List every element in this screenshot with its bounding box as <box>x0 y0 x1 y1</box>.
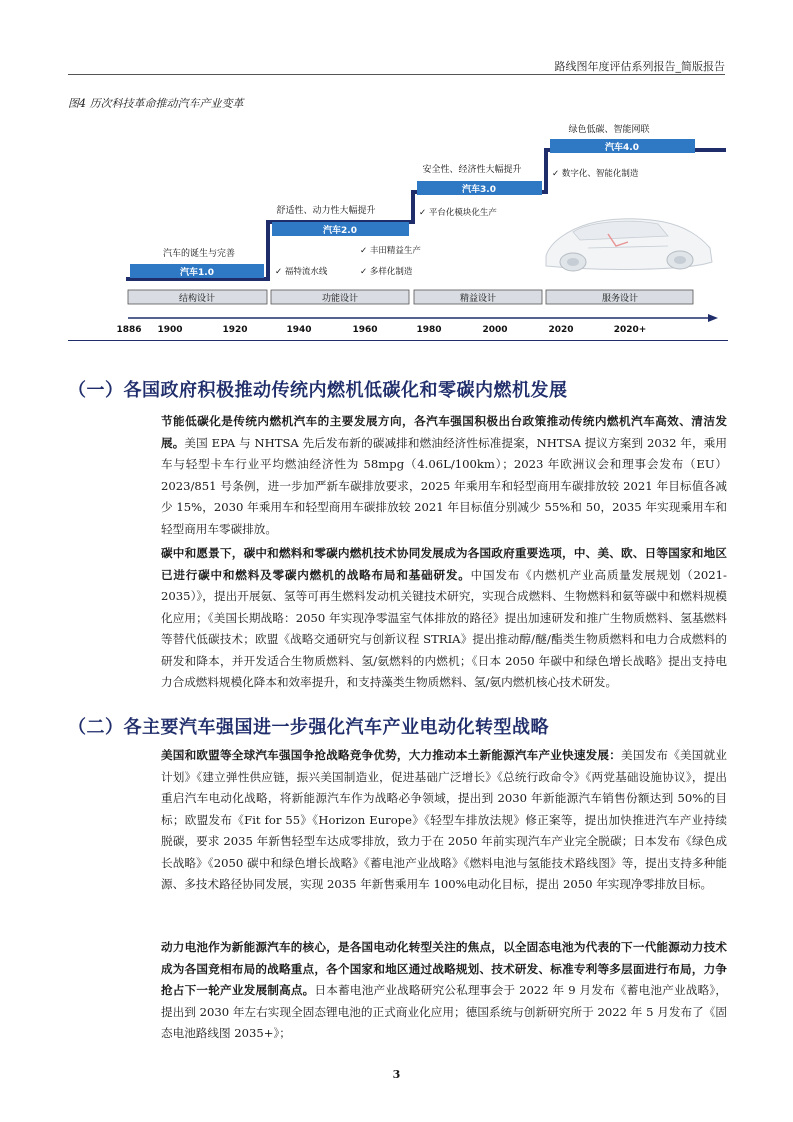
car-illustration <box>546 219 712 271</box>
evolution-figure <box>68 114 728 340</box>
section-1-para-1-lead: 节能低碳化是传统内燃机汽车的主要发展方向，各汽车强国积极出台政策推动传统内燃机汽车高效、清洁发展。 <box>161 414 727 450</box>
stage-heading-2: 舒适性、动力性大幅提升 <box>276 206 376 216</box>
check-toyota: ✓ 丰田精益生产 <box>360 246 421 256</box>
running-header: 路线图年度评估系列报告_简版报告 <box>554 60 725 73</box>
figure-bottom-rule <box>68 340 728 341</box>
section-1-title: （一）各国政府积极推动传统内燃机低碳化和零碳内燃机发展 <box>68 380 568 401</box>
year-1960: 1960 <box>352 325 378 335</box>
year-2000: 2000 <box>482 325 508 335</box>
stage-heading-1: 汽车的诞生与完善 <box>162 249 236 259</box>
stage-heading-4: 绿色低碳、智能网联 <box>568 125 650 135</box>
check-platform: ✓ 平台化模块化生产 <box>419 208 497 218</box>
section-2-para-2-lead: 动力电池作为新能源汽车的核心，是各国电动化转型关注的焦点，以全固态电池为代表的下一代能源动力技术成为各国竞相布局的战略重点，各个国家和地区通过战略规划、技术研发、标准专利等多层面进行布局，力争抢占下一轮产业发展制高点。 <box>161 940 727 997</box>
section-1-para-2-body: 中国发布《内燃机产业高质量发展规划（2021-2035）》，提出开展氨、氢等可再生燃料发动机关键技术研究，实现合成燃料、生物燃料和氨等碳中和燃料规模化应用；《美国长期战略：2050 年实现净零温室气体排放的路径》提出加速研发和推广生物质燃料、氢基燃料等替代低碳技术；欧盟《战略交通研究与创新议程 STRIA》提出推动醇/醚/酯类生物质燃料和电力合成燃料的研发和降本，并开发适合生物质燃料、氢/氨燃料的内燃机；《日本 2050 年碳中和绿色增长战略》提出支持电力合成燃料规模化降本和效率提升，和支持藻类生物质燃料、氢/氨内燃机核心技术研发。 <box>161 567 727 689</box>
section-2-para-2 <box>161 937 727 1045</box>
section-2-para-1 <box>161 745 727 896</box>
stage-badge-4: 汽车4.0 <box>605 143 639 153</box>
section-2-para-2-body: 日本蓄电池产业战略研究公私理事会于 2022 年 9 月发布《蓄电池产业战略》，提出到 2030 年左右实现全固态锂电池的正式商业化应用；德国系统与创新研究所于 2022 年 5 月发布了《固态电池路线图 2035+》； <box>161 983 727 1040</box>
header-rule <box>68 74 725 75</box>
section-2-para-1-body: 美国发布《美国就业计划》《建立弹性供应链，振兴美国制造业，促进基础广泛增长》《总统行政命令》《两党基础设施协议》，提出重启汽车电动化战略，将新能源汽车作为战略必争领域，提出到 2030 年新能源汽车销售份额达到 50%的目标；欧盟发布《Fit for 55》《Horizon Europe》《轻型车排放法规》修正案等，提出加快推进汽车产业持续脱碳，要求 2035 年新售轻型车达成零排放，致力于在 2050 年前实现汽车产业完全脱碳；日本发布《绿色成长战略》《2050 碳中和绿色增长战略》《蓄电池产业战略》《燃料电池与氢能技术路线图》等，提出支持多种能源、多技术路径协同发展，实现 2035 年新售乘用车 100%电动化目标，提出 2050 年实现净零排放目标。 <box>161 748 727 891</box>
page-number: 3 <box>392 1068 401 1081</box>
band-label-service: 服务设计 <box>601 294 639 304</box>
year-1900: 1900 <box>157 325 183 335</box>
year-1920: 1920 <box>222 325 248 335</box>
band-label-structure: 结构设计 <box>178 294 216 304</box>
section-1-para-1-body: 美国 EPA 与 NHTSA 先后发布新的碳减排和燃油经济性标准提案，NHTSA 提议方案到 2032 年，乘用车与轻型卡车行业平均燃油经济性为 58mpg（4.06L/100km）；2023 年欧洲议会和理事会发布（EU）2023/851 号条例，进一步加严新车碳排放要求，2025 年乘用车和轻型商用车碳排放较 2021 年目标值各减少 15%，2030 年乘用车和轻型商用车碳排放较 2021 年目标值分别减少 55%和 50，2035 年实现乘用车和轻型商用车零碳排放。 <box>161 435 727 536</box>
band-label-function: 功能设计 <box>321 294 359 304</box>
check-diverse: ✓ 多样化制造 <box>360 267 413 277</box>
section-1-para-2 <box>161 543 727 694</box>
year-2020-plus: 2020+ <box>613 325 647 335</box>
year-1980: 1980 <box>416 325 442 335</box>
stage-heading-3: 安全性、经济性大幅提升 <box>422 165 522 175</box>
band-label-lean: 精益设计 <box>459 294 497 304</box>
figure-caption: 图4 历次科技革命推动汽车产业变革 <box>68 97 244 110</box>
section-2-para-1-lead: 美国和欧盟等全球汽车强国争抢战略竞争优势，大力推动本土新能源汽车产业快速发展： <box>161 748 622 762</box>
check-ford: ✓ 福特流水线 <box>275 267 328 277</box>
year-1940: 1940 <box>286 325 312 335</box>
section-2-title: （二）各主要汽车强国进一步强化汽车产业电动化转型战略 <box>68 717 549 738</box>
timeline-arrowhead <box>708 314 718 322</box>
stage-badge-2: 汽车2.0 <box>323 226 357 236</box>
section-1-para-1 <box>161 411 727 540</box>
year-2020: 2020 <box>548 325 574 335</box>
stage-badge-1: 汽车1.0 <box>180 268 214 278</box>
stage-badge-3: 汽车3.0 <box>462 185 496 195</box>
year-1886: 1886 <box>116 325 142 335</box>
section-1-para-2-lead: 碳中和愿景下，碳中和燃料和零碳内燃机技术协同发展成为各国政府重要选项，中、美、欧、日等国家和地区已进行碳中和燃料及零碳内燃机的战略布局和基础研发。 <box>161 546 727 582</box>
check-digital: ✓ 数字化、智能化制造 <box>552 169 639 179</box>
